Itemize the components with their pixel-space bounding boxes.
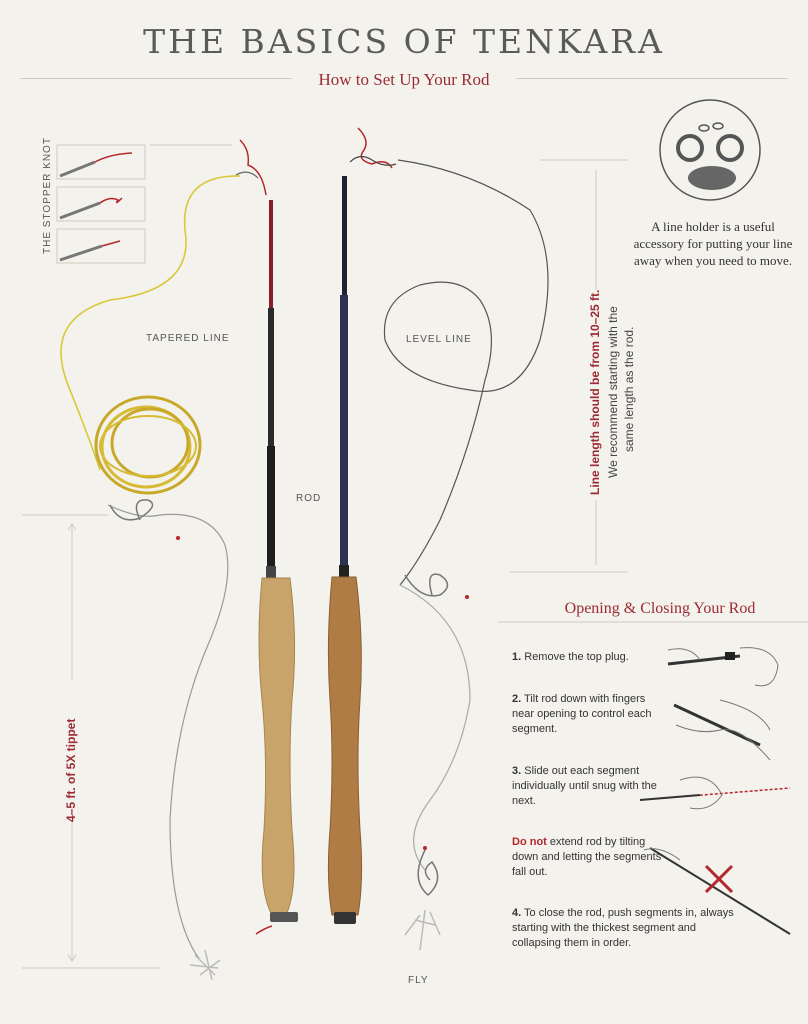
rod-level [328,128,396,924]
page-subtitle: How to Set Up Your Rod [318,70,490,89]
rod-label: ROD [296,493,322,504]
warning-text: extend rod by tilting down and letting the segments fall out. [512,836,662,878]
tapered-line-label: TAPERED LINE [146,333,230,344]
stopper-knot-step-3 [57,229,145,263]
warning-label: Do not [512,836,547,848]
level-line-tippet [400,585,470,870]
step-3 [512,764,662,809]
line-length-sub-1: We recommend starting with the [606,306,620,478]
level-line [384,160,548,585]
step-1-text: Remove the top plug. [524,651,629,663]
step-2-text: Tilt rod down with fingers near opening to control each segment. [512,693,652,735]
line-holder-caption: A line holder is a useful accessory for putting your line away when you need to move. [633,219,793,268]
step-4-text: To close the rod, push segments in, always starting with the thickest segment and collapsing them in order. [512,907,734,949]
step-3-text: Slide out each segment individually until snug with the next. [512,765,657,807]
line-length-main: Line length should be from 10–25 ft. [588,289,602,495]
level-knot-tag [465,595,469,599]
fly-label: FLY [408,975,429,986]
step-3-illustration [640,777,790,809]
step-1-number: 1. [512,651,522,663]
tippet-line [108,505,228,960]
page-title: THE BASICS OF TENKARA [143,22,665,61]
tippet-knot [110,500,153,520]
line-length-sub-2: same length as the rod. [622,326,636,452]
opening-closing-title: Opening & Closing Your Rod [564,600,756,617]
stopper-knot-step-1 [57,145,145,179]
tapered-line [61,176,240,470]
step-1 [512,650,662,665]
fly-right [405,910,440,950]
step-4-number: 4. [512,907,522,919]
stopper-knot-label: THE STOPPER KNOT [42,137,53,254]
level-line-knot [405,574,448,596]
tapered-line-coil [96,397,200,493]
tippet-length-label: 4–5 ft. of 5X tippet [64,718,78,822]
step-2-illustration [674,700,770,760]
step-2 [512,692,662,737]
warning-step [512,835,662,880]
fly-left [190,950,220,980]
rod-tapered [236,140,298,934]
step-4 [512,906,742,951]
tippet-knot-tag [176,536,180,540]
step-3-number: 3. [512,765,522,777]
fly-knot-tag [423,846,427,850]
level-line-label: LEVEL LINE [406,334,472,345]
step-2-number: 2. [512,693,522,705]
fly-knot [418,850,437,895]
step-1-illustration [668,648,778,686]
stopper-knot-step-2 [57,187,145,221]
line-holder-icon [660,100,760,200]
